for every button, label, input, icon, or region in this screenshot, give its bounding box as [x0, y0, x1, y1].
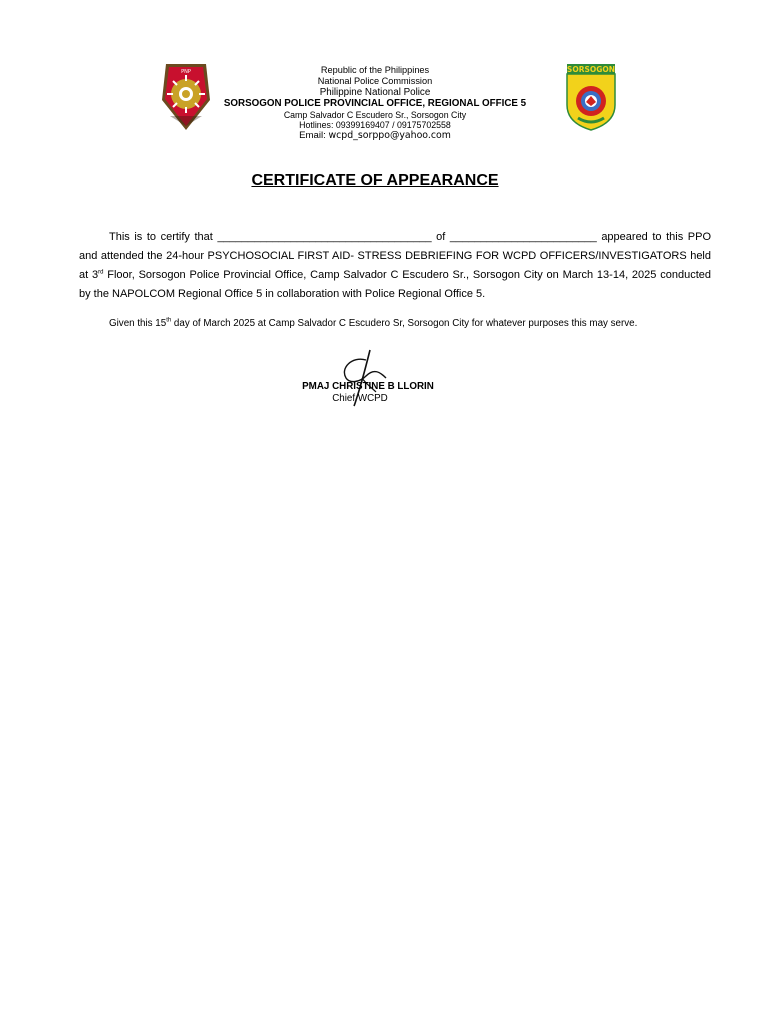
certificate-title: CERTIFICATE OF APPEARANCE	[251, 172, 499, 189]
name-blank: ___________________________________	[217, 231, 432, 243]
certification-paragraph	[79, 228, 711, 304]
header-pnp: Philippine National Police	[319, 87, 431, 98]
header-office: SORSOGON POLICE PROVINCIAL OFFICE, REGIONAL OFFICE 5	[223, 98, 527, 109]
of-word: of	[436, 231, 446, 243]
header-napolcom: National Police Commission	[317, 76, 433, 86]
certify-intro: This is to certify that	[109, 231, 213, 243]
header-republic: Republic of the Philippines	[320, 65, 430, 75]
header-hotlines: Hotlines: 09399169407 / 09175702558	[299, 120, 451, 130]
organization-blank: ________________________	[449, 231, 597, 243]
email-link[interactable]: wcpd_sorppo@yahoo.com	[328, 130, 451, 141]
given-place-text: day of March 2025 at Camp Salvador C Escudero Sr, Sorsogon City for whatever purposes this may serve.	[171, 318, 638, 329]
header-address: Camp Salvador C Escudero Sr., Sorsogon City	[283, 110, 467, 120]
svg-text:SORSOGON: SORSOGON	[566, 65, 616, 74]
signatory-title: Chief WCPD	[332, 393, 388, 404]
floor-ordinal: rd	[98, 269, 104, 276]
venue-text: Floor, Sorsogon Police Provincial Office, Camp Salvador C Escudero Sr., Sorsogon City on March 13-14, 2025 conducted by the NAPOLCOM Regional Office 5 in collaboration with Police Regional Office 5.	[79, 269, 711, 300]
email-label: Email:	[299, 130, 329, 141]
given-ordinal: th	[166, 317, 172, 324]
attendance-text: appeared to this PPO and attended the 24-hour PSYCHOSOCIAL FIRST AID- STRESS DEBRIEFING FOR WCPD OFFICERS/INVESTIGATORS held at 3	[79, 231, 712, 281]
given-statement	[109, 318, 719, 329]
header-email	[175, 130, 575, 141]
signatory-name: PMAJ CHRISTINE B LLORIN	[302, 381, 434, 392]
svg-text:PNP: PNP	[181, 69, 191, 75]
given-date-text: Given this 15	[109, 318, 167, 329]
